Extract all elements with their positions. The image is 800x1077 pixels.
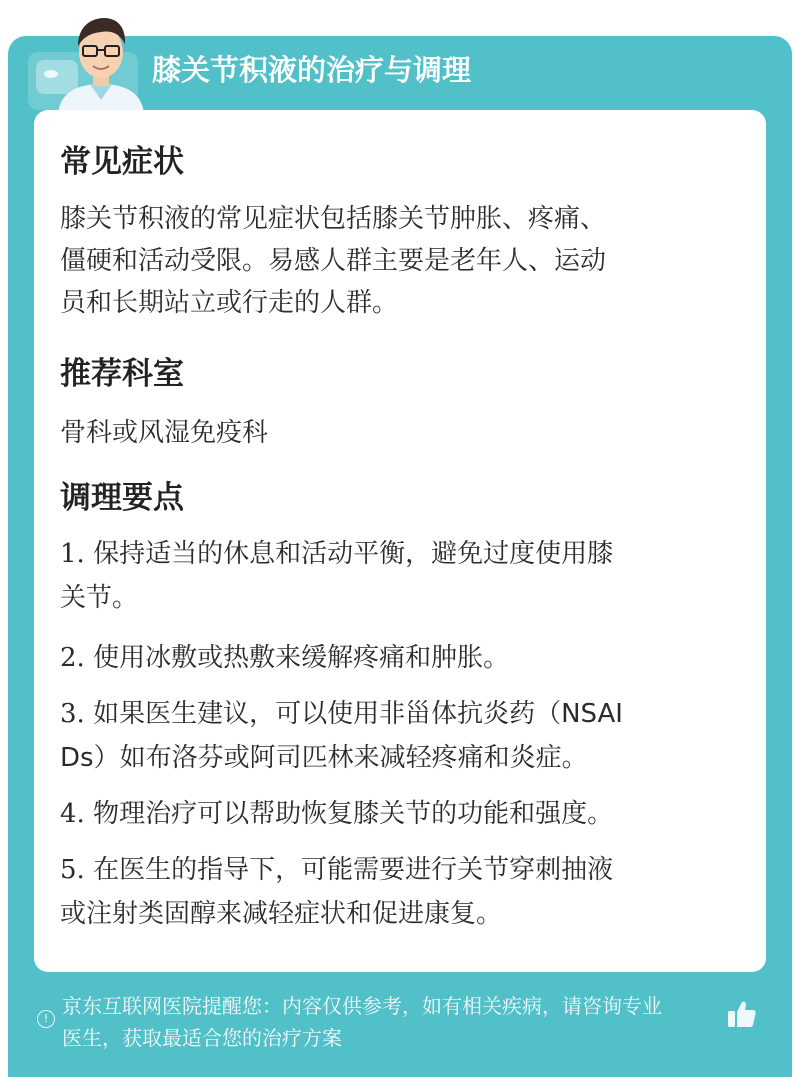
item-text: 保持适当的休息和活动平衡，避免过度使用膝 <box>84 539 614 569</box>
disclaimer-line: 京东互联网医院提醒您：内容仅供参考，如有相关疾病，请咨询专业 <box>62 994 662 1018</box>
symptoms-line: 膝关节积液的常见症状包括膝关节肿胀、疼痛、 <box>60 204 607 234</box>
item-text: 或注射类固醇来减轻症状和促进康复。 <box>60 899 503 929</box>
item-number: 5. <box>60 855 85 885</box>
department-heading: 推荐科室 <box>60 356 184 392</box>
item-text: 如果医生建议，可以使用非甾体抗炎药（NSAI <box>84 699 623 729</box>
symptoms-line: 员和长期站立或行走的人群。 <box>60 288 399 318</box>
item-number: 4. <box>60 799 85 829</box>
care-item <box>60 636 744 680</box>
item-number: 1. <box>60 539 85 569</box>
care-heading: 调理要点 <box>60 480 184 516</box>
care-item <box>60 692 744 780</box>
symptoms-heading: 常见症状 <box>60 144 184 180</box>
care-item <box>60 532 744 620</box>
care-item <box>60 848 744 936</box>
item-text: 使用冰敷或热敷来缓解疼痛和肿胀。 <box>84 643 510 673</box>
thumbs-up-icon[interactable] <box>726 998 758 1030</box>
item-number: 3. <box>60 699 85 729</box>
symptoms-line: 僵硬和活动受限。易感人群主要是老年人、运动 <box>60 246 607 276</box>
item-number: 2. <box>60 643 85 673</box>
disclaimer <box>62 990 732 1054</box>
item-text: 物理治疗可以帮助恢复膝关节的功能和强度。 <box>84 799 614 829</box>
item-text: Ds）如布洛芬或阿司匹林来减轻疼痛和炎症。 <box>60 743 588 773</box>
department-text: 骨科或风湿免疫科 <box>60 418 269 448</box>
item-text: 关节。 <box>60 583 139 613</box>
page-title: 膝关节积液的治疗与调理 <box>152 53 472 87</box>
item-text: 在医生的指导下，可能需要进行关节穿刺抽液 <box>84 855 614 885</box>
doctor-avatar-icon <box>48 8 154 114</box>
care-item <box>60 792 744 836</box>
symptoms-text <box>60 198 744 324</box>
content-card <box>34 110 766 972</box>
disclaimer-line: 医生，获取最适合您的治疗方案 <box>62 1026 342 1050</box>
info-icon: ! <box>37 1010 55 1028</box>
